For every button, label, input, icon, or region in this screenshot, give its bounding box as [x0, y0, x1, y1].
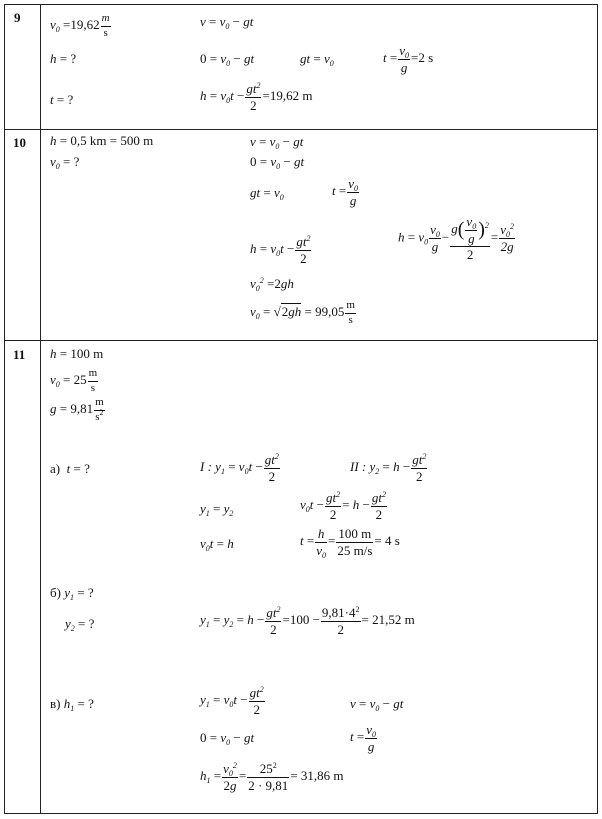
equation-gt-v0: gt = $v_0$: [250, 185, 284, 202]
given-v0: $v_0 =19,62$ $\frac{m}{s}$: [50, 12, 110, 39]
unknown-h: h = ?: [50, 51, 77, 66]
problem-number: 10: [13, 135, 26, 150]
unknown-v0: $v_0$ = ?: [50, 154, 80, 171]
equation-position-1: $y_1 = v_0t$ − $\frac{gt^2}{2}$: [200, 685, 264, 717]
equation-height: $h = v_0t$ − $\frac{gt^2}{2}$: [250, 234, 311, 266]
equation-velocity: $v = v_0$ − gt: [350, 696, 404, 713]
part-b-question-y2: $y_2$ = ?: [65, 616, 95, 633]
column-divider: [40, 4, 41, 813]
part-v-question: в) $h_1$ = ?: [50, 696, 94, 713]
equation-height-substituted: $h = v_0$ $\frac{v_0}{g}$ − g( $\frac{v_0}{g}$ )$^2$ 2 = $\frac{v_0^2}{2g}$: [398, 214, 514, 263]
problem-number: 9: [14, 10, 21, 25]
equation-time: t = $\frac{h}{v_0}$ = $\frac{100 m}{25 m/s}$ = 4 s: [300, 526, 400, 560]
equation-meeting: $y_1 = y_2$: [200, 501, 234, 518]
part-b-question-y1: б) $y_1$ = ?: [50, 585, 94, 602]
equation-gt-v0: gt = $v_0$: [300, 51, 334, 68]
equation-velocity: $v = v_0$ − gt: [200, 14, 254, 31]
table-border-bottom: [4, 813, 598, 814]
table-border-left: [4, 4, 5, 813]
row-divider: [4, 340, 598, 341]
equation-v0-squared: $v_0^2 =2gh$: [250, 276, 294, 293]
given-g: g = 9,81 $\frac{m}{s^2}$: [50, 396, 104, 423]
given-h: h = 100 m: [50, 346, 104, 361]
equation-zero-velocity: $0 = v_0$ − gt: [200, 730, 255, 747]
problem-number: 11: [13, 347, 26, 362]
given-h: h = 0,5 km = 500 m: [50, 133, 154, 148]
equation-time: t = $\frac{v_0}{g}$: [350, 722, 376, 754]
equation-time: t = $\frac{v_0}{g}$: [332, 176, 358, 208]
given-v0: $v_0 = 25$ $\frac{m}{s}$: [50, 367, 98, 394]
equation-body-2: II : $y_2 = h$ − $\frac{gt^2}{2}$: [350, 452, 427, 484]
row-divider: [4, 129, 598, 130]
equation-velocity: $v = v_0$ − gt: [250, 134, 304, 151]
equation-max-height: $h_1$ = $\frac{v_0^2}{2g}$ = $\frac{25^2}{2 \cdot 9,81}$ = 31,86 m: [200, 761, 344, 793]
equation-meeting-expanded: $v_0t$ − $\frac{gt^2}{2}$ = h − $\frac{gt^2}{2}$: [300, 490, 386, 522]
equation-v0-result: $v_0 = √2gh = 99,05$ $\frac{m}{s}$: [250, 299, 355, 326]
equation-position-result: $y_1 = y_2 = h$ − $\frac{gt^2}{2}$ =100 − $\frac{9,81\cdot 4^2}{2}$ = 21,52 m: [200, 605, 415, 637]
part-a-question: а) t = ?: [50, 461, 90, 476]
equation-body-1: I : $y_1 = v_0t$ − $\frac{gt^2}{2}$: [200, 452, 279, 484]
equation-v0t-h: $v_0t = h$: [200, 536, 234, 553]
unknown-t: t = ?: [50, 92, 74, 107]
equation-time: t = $\frac{v_0}{g}$ =2 s: [383, 43, 434, 75]
equation-zero-velocity: $0 = v_0$ − gt: [250, 154, 305, 171]
equation-zero-velocity: $0 = v_0$ − gt: [200, 51, 255, 68]
table-border-right: [597, 4, 598, 813]
table-border-top: [4, 4, 598, 5]
equation-height: $h = v_0t$ − $\frac{gt^2}{2}$ =19,62 m: [200, 81, 313, 113]
